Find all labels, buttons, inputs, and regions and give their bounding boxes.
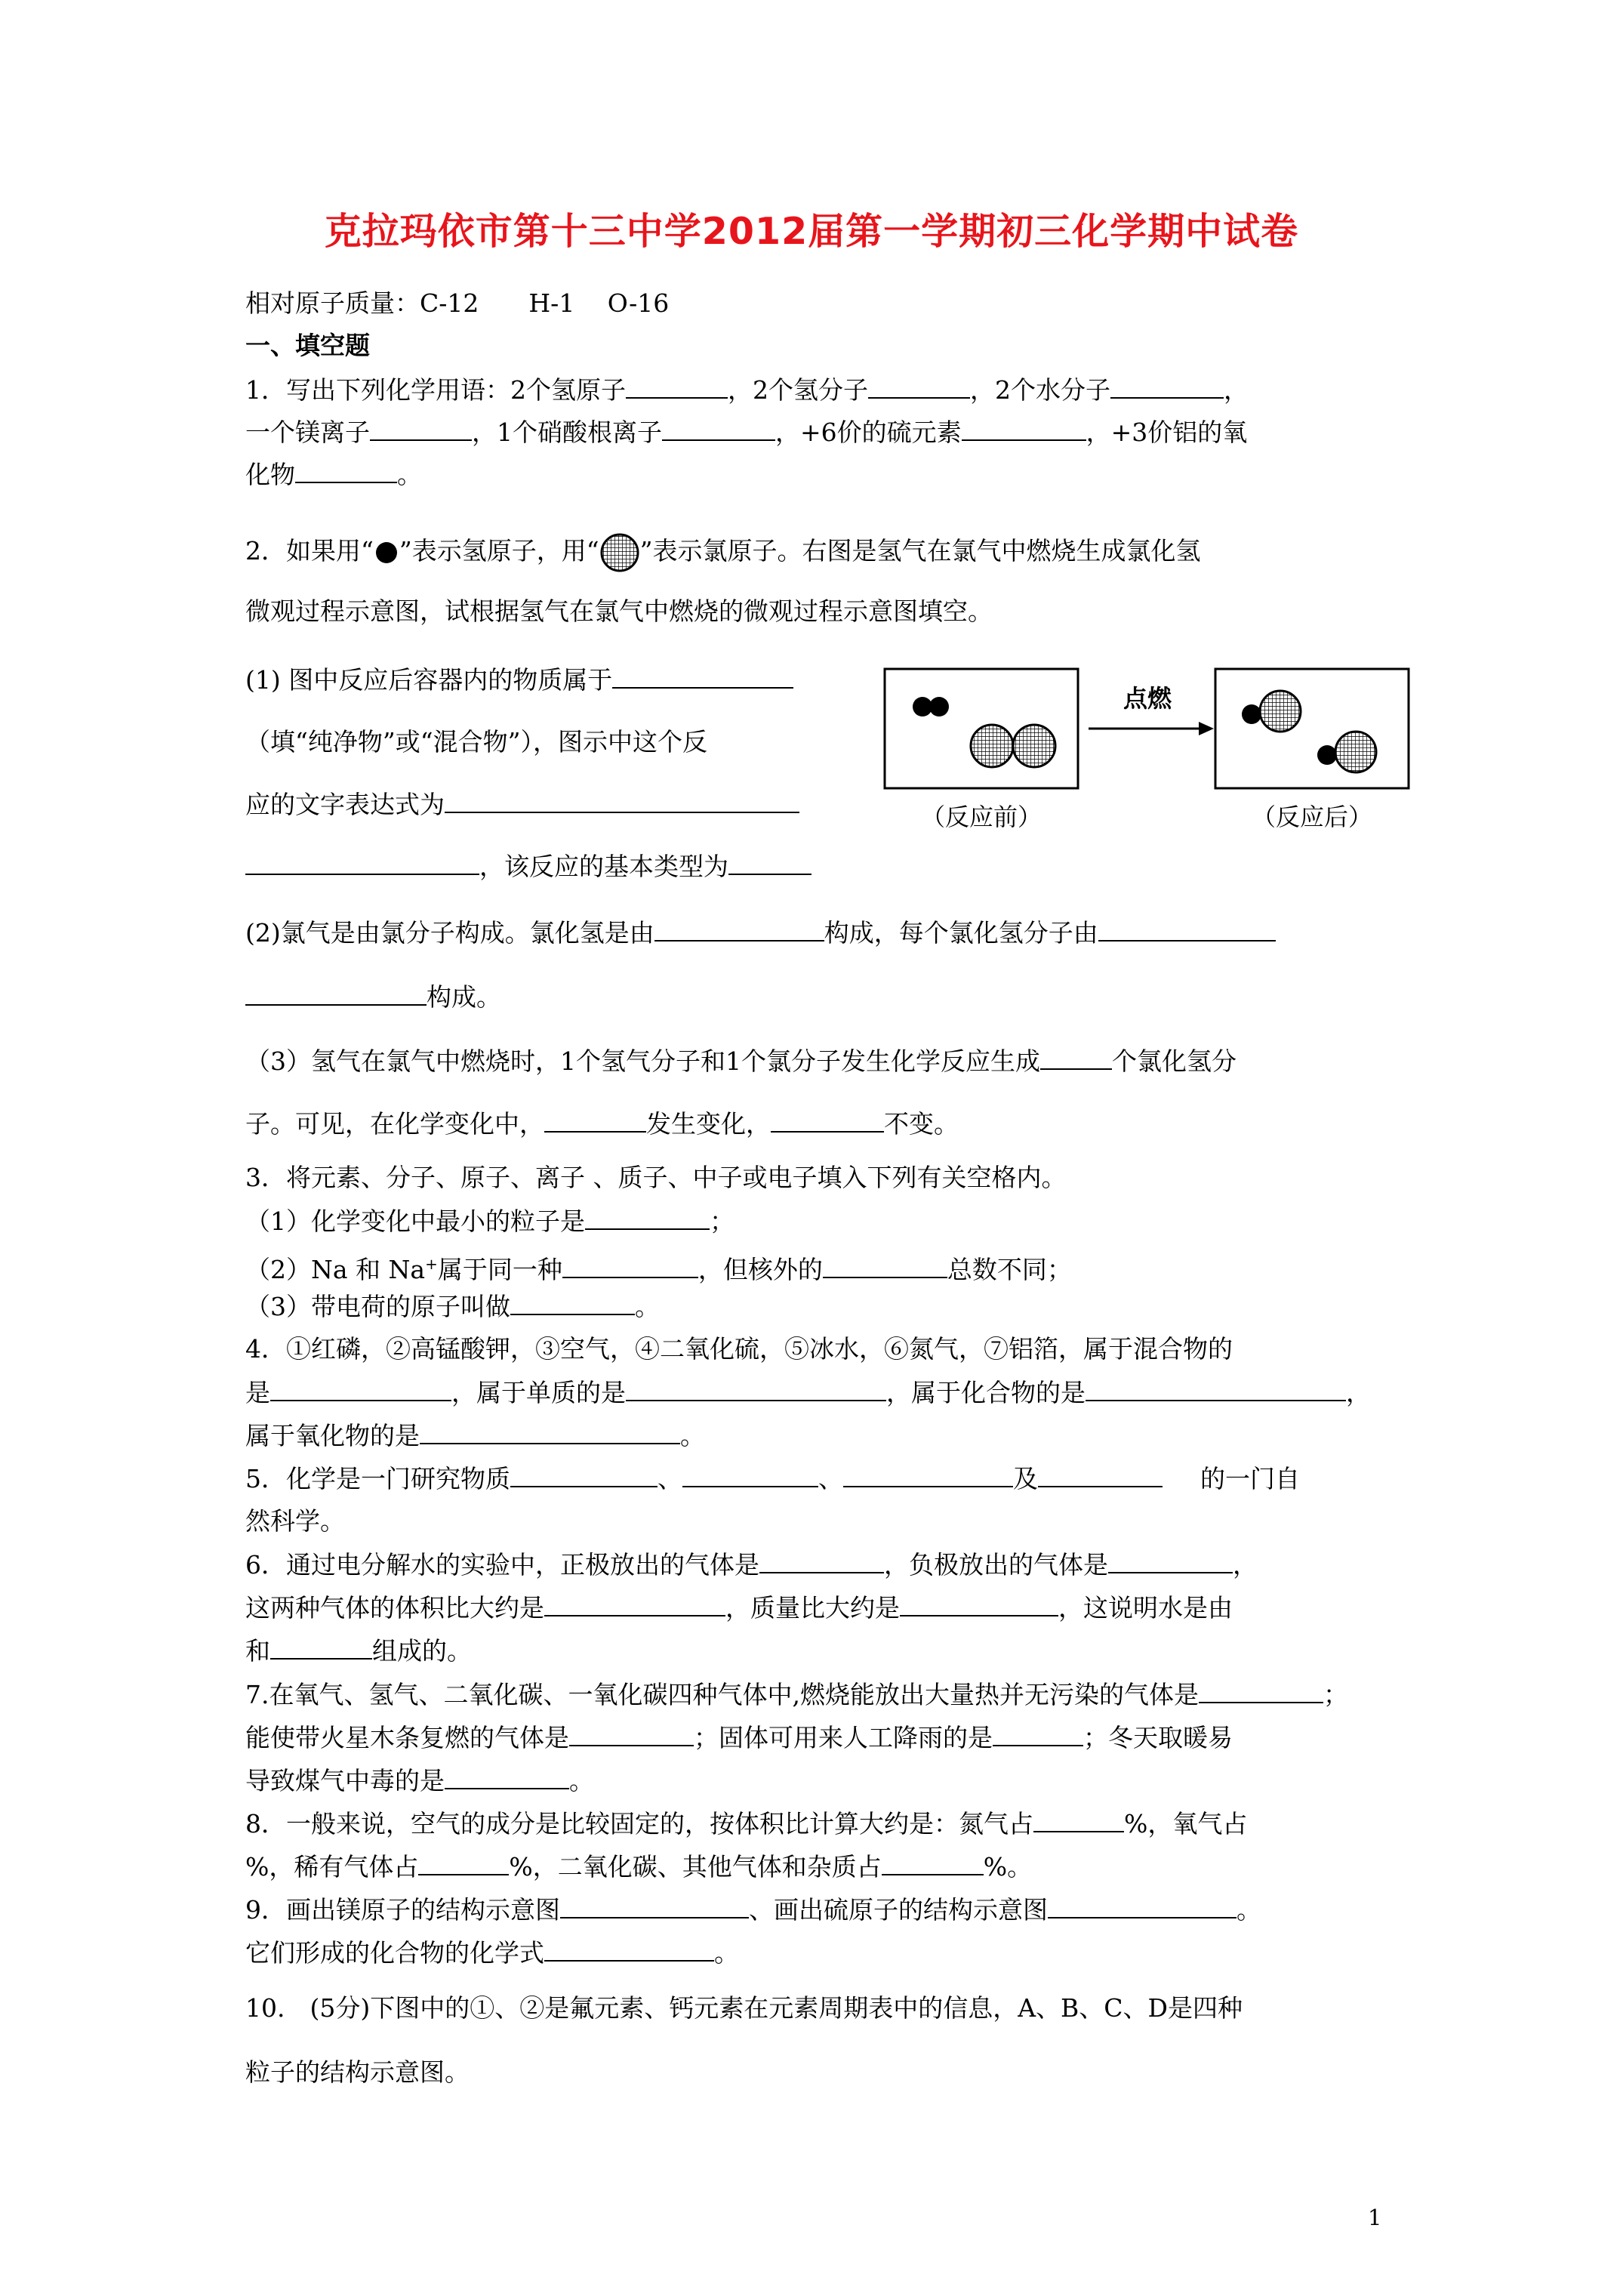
blank[interactable]: [560, 1894, 749, 1918]
blank[interactable]: [544, 1108, 646, 1133]
blank[interactable]: [612, 664, 793, 689]
blank[interactable]: [544, 1937, 714, 1962]
before-label: （反应前）: [920, 803, 1042, 831]
reaction-diagram: [876, 664, 1419, 838]
q8-line1: 8．一般来说，空气的成分是比较固定的，按体积比计算大约是：氮气占 %，氧气占: [245, 1809, 1248, 1838]
blank[interactable]: [962, 417, 1086, 441]
blank[interactable]: [823, 1254, 947, 1278]
blank[interactable]: [270, 1635, 372, 1660]
page-number: 1: [1368, 2205, 1382, 2230]
chlorine-atom: [1335, 732, 1376, 772]
hydrogen-atom: [929, 697, 949, 717]
blank[interactable]: [370, 417, 472, 441]
q2-part3-line1: （3）氢气在氯气中燃烧时，1个氢气分子和1个氯分子发生化学反应生成 个氯化氢分: [245, 1046, 1236, 1076]
page-title: 克拉玛依市第十三中学2012届第一学期初三化学期中试卷: [324, 210, 1299, 253]
q2-part1-line3: 应的文字表达式为: [245, 789, 799, 820]
blank[interactable]: [1086, 1377, 1346, 1401]
q1-line2: 一个镁离子 ，1个硝酸根离子 ，+6价的硫元素 ，+3价铝的氧: [245, 418, 1248, 447]
blank[interactable]: [1110, 374, 1224, 399]
blank[interactable]: [771, 1108, 884, 1133]
arrow-label: 点燃: [1123, 684, 1172, 713]
q7-line2: 能使带火星木条复燃的气体是 ；固体可用来人工降雨的是 ；冬天取暖易: [245, 1723, 1233, 1752]
blank[interactable]: [510, 1291, 635, 1315]
q4-line2: 是 ，属于单质的是 ，属于化合物的是 ，: [245, 1378, 1371, 1407]
q2-part1-line1: (1) 图中反应后容器内的物质属于: [245, 664, 793, 695]
q1-line1: 1．写出下列化学用语：2个氢原子 ，2个氢分子 ，2个水分子 ，: [245, 375, 1249, 405]
blank[interactable]: [868, 374, 970, 399]
q3-line1: 3．将元素、分子、原子、离子 、质子、中子或电子填入下列有关空格内。: [245, 1163, 1067, 1192]
q2-line1: 2．如果用“ ”表示氢原子，用“ ”表示氯原子。右图是氢气在氯气中燃烧生成氯化氢: [245, 532, 1201, 573]
blank[interactable]: [682, 1463, 818, 1487]
blank[interactable]: [245, 982, 427, 1006]
blank[interactable]: [626, 374, 728, 399]
after-label: （反应后）: [1251, 803, 1373, 831]
q2-part3-line2: 子。可见，在化学变化中， 发生变化， 不变。: [245, 1109, 959, 1139]
q6-line1: 6．通过电分解水的实验中，正极放出的气体是 ，负极放出的气体是 ，: [245, 1550, 1258, 1579]
blank[interactable]: [420, 1420, 680, 1444]
q6-line3: 和 组成的。: [245, 1636, 472, 1666]
blank[interactable]: [295, 459, 397, 483]
blank[interactable]: [1038, 1463, 1163, 1487]
blank[interactable]: [418, 1851, 509, 1875]
chlorine-atom: [1260, 691, 1301, 732]
q2-part1-line4: ，该反应的基本类型为: [245, 851, 812, 882]
q2-part2-line1: (2)氯气是由氯分子构成。氯化氢是由 构成，每个氯化氢分子由: [245, 917, 1276, 948]
q8-line2: %，稀有气体占 %，二氧化碳、其他气体和杂质占 %。: [245, 1852, 1033, 1881]
q3-line3: （2）Na 和 Na+属于同一种 ，但核外的 总数不同；: [245, 1255, 1072, 1284]
blank[interactable]: [843, 1463, 1013, 1487]
blank[interactable]: [245, 851, 479, 875]
hydrogen-atom: [1317, 745, 1337, 765]
blank[interactable]: [759, 1549, 884, 1573]
q3-line2: （1）化学变化中最小的粒子是 ；: [245, 1207, 735, 1236]
blank[interactable]: [1199, 1679, 1323, 1703]
q2-part1-line2: （填“纯净物”或“混合物”），图示中这个反: [245, 727, 707, 757]
q5-line2: 然科学。: [245, 1506, 345, 1536]
atomic-masses: 相对原子质量：C-12 H-1 O-16: [245, 288, 670, 318]
blank[interactable]: [1048, 1894, 1236, 1918]
blank[interactable]: [900, 1592, 1058, 1616]
q6-line2: 这两种气体的体积比大约是 ，质量比大约是 ，这说明水是由: [245, 1593, 1233, 1623]
chlorine-atom: [971, 725, 1013, 767]
q2-part2-line2: 构成。: [245, 982, 501, 1012]
blank[interactable]: [1033, 1808, 1124, 1832]
blank[interactable]: [654, 917, 824, 942]
hydrogen-atom-icon: [374, 540, 399, 566]
blank[interactable]: [510, 1463, 658, 1487]
blank[interactable]: [445, 789, 799, 813]
blank[interactable]: [585, 1206, 710, 1230]
q4-line1: 4．①红磷，②高锰酸钾，③空气，④二氧化硫，⑤冰水，⑥氮气，⑦铝箔，属于混合物的: [245, 1334, 1233, 1364]
q3-line4: （3）带电荷的原子叫做 。: [245, 1292, 660, 1321]
blank[interactable]: [662, 417, 775, 441]
q10-line1: 10. (5分)下图中的①、②是氟元素、钙元素在元素周期表中的信息，A、B、C、D是四种: [245, 1993, 1243, 2023]
q1-line3: 化物 。: [245, 460, 422, 489]
blank[interactable]: [882, 1851, 984, 1875]
blank[interactable]: [1108, 1549, 1233, 1573]
chlorine-atom-icon: [599, 532, 640, 573]
blank[interactable]: [1040, 1046, 1112, 1070]
section-heading: 一、填空题: [245, 331, 370, 360]
blank[interactable]: [569, 1722, 694, 1746]
q9-line2: 它们形成的化合物的化学式 。: [245, 1938, 739, 1968]
q10-line2: 粒子的结构示意图。: [245, 2057, 470, 2087]
blank[interactable]: [626, 1377, 886, 1401]
blank[interactable]: [445, 1765, 569, 1789]
blank[interactable]: [1098, 917, 1276, 942]
arrow-head: [1199, 722, 1214, 735]
q7-line3: 导致煤气中毒的是 。: [245, 1766, 594, 1795]
blank[interactable]: [993, 1722, 1083, 1746]
chlorine-atom: [1013, 725, 1055, 767]
q9-line1: 9．画出镁原子的结构示意图 、画出硫原子的结构示意图 。: [245, 1895, 1261, 1925]
hydrogen-atom: [1242, 704, 1261, 724]
blank[interactable]: [270, 1377, 451, 1401]
blank[interactable]: [728, 851, 812, 875]
q2-line2: 微观过程示意图，试根据氢气在氯气中燃烧的微观过程示意图填空。: [245, 596, 993, 626]
q4-line3: 属于氧化物的是 。: [245, 1421, 705, 1450]
q7-line1: 7.在氧气、氢气、二氧化碳、一氧化碳四种气体中,燃烧能放出大量热并无污染的气体是 ；: [245, 1680, 1348, 1709]
after-container: [1215, 669, 1409, 788]
blank[interactable]: [544, 1592, 725, 1616]
blank[interactable]: [562, 1254, 698, 1278]
q5-line1: 5．化学是一门研究物质 、 、 及 的一门自: [245, 1464, 1300, 1493]
